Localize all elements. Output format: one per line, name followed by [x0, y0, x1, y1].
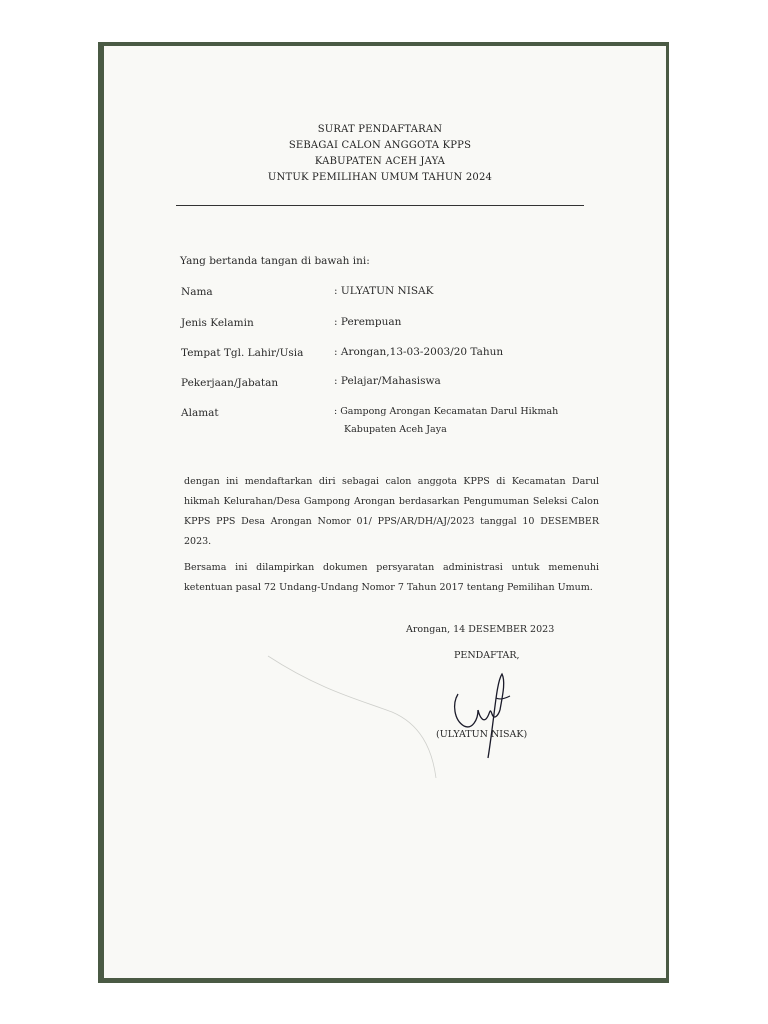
field-value-pekerjaan: : Pelajar/Mahasiswa [334, 375, 441, 387]
field-label-nama: Nama [181, 286, 213, 298]
place-date: Arongan, 14 DESEMBER 2023 [406, 624, 555, 635]
handwritten-signature [444, 668, 514, 760]
registrant-label: PENDAFTAR, [454, 650, 520, 661]
field-value-alamat-line-1: : Gampong Arongan Kecamatan Darul Hikmah [334, 406, 559, 417]
intro-text: Yang bertanda tangan di bawah ini: [180, 255, 370, 267]
field-value-nama: : ULYATUN NISAK [334, 285, 434, 297]
field-label-tempat-tgl-lahir: Tempat Tgl. Lahir/Usia [181, 347, 304, 359]
title-line-3: KABUPATEN ACEH JAYA [314, 156, 446, 167]
title-line-4: UNTUK PEMILIHAN UMUM TAHUN 2024 [267, 172, 493, 183]
field-label-jenis-kelamin: Jenis Kelamin [181, 317, 254, 329]
field-value-tempat-tgl-lahir: : Arongan,13-03-2003/20 Tahun [334, 346, 504, 358]
field-label-alamat: Alamat [181, 407, 219, 419]
document-title [180, 122, 580, 186]
registration-paragraph: dengan ini mendaftarkan diri sebagai calon anggota KPPS di Kecamatan Darul hikmah Kelurahan/Desa Gampong Arongan berdasarkan Pengumuman Seleksi Calon KPPS PPS Desa Arongan Nomor 01/ PPS/AR/DH/AJ/2023 tanggal 10 DESEMBER 2023. [184, 476, 599, 547]
field-value-alamat-line-2: Kabupaten Aceh Jaya [344, 424, 447, 435]
title-line-2: SEBAGAI CALON ANGGOTA KPPS [288, 140, 472, 151]
field-label-pekerjaan: Pekerjaan/Jabatan [181, 377, 279, 389]
attachment-paragraph: Bersama ini dilampirkan dokumen persyaratan administrasi untuk memenuhi ketentuan pasal 72 Undang-Undang Nomor 7 Tahun 2017 tentang Pemilihan Umum. [184, 562, 599, 593]
title-line-1: SURAT PENDAFTARAN [317, 124, 443, 135]
title-divider [176, 205, 584, 206]
signer-name: (ULYATUN NISAK) [436, 729, 528, 740]
field-value-jenis-kelamin: : Perempuan [334, 316, 402, 328]
